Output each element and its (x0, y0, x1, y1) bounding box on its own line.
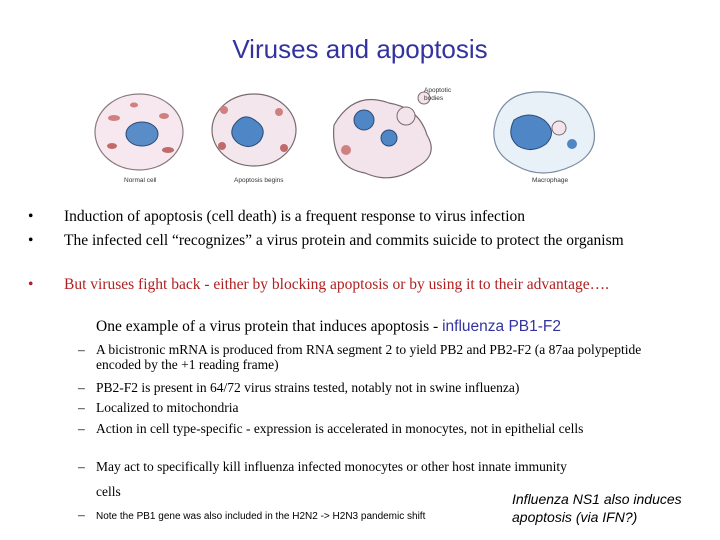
normal-cell-illustration (95, 94, 183, 170)
subpoint-text: PB2-F2 is present in 64/72 virus strains tested, notably not in swine influenza) (96, 380, 520, 395)
subpoint-marker: – (78, 459, 85, 474)
example-line (96, 318, 716, 336)
apoptotic-bodies-illustration (334, 92, 432, 178)
caption-macrophage: Macrophage (532, 177, 569, 184)
subpoint-text: A bicistronic mRNA is produced from RNA segment 2 to yield PB2 and PB2-F2 (a 87aa polypeptide encoded by the +1 reading frame) (96, 342, 642, 372)
subpoint-text: May act to specifically kill influenza infected monocytes or other host innate immunity (96, 459, 567, 474)
bullet-text: Induction of apoptosis (cell death) is a frequent response to virus infection (64, 208, 525, 225)
macrophage-illustration (494, 92, 595, 173)
apoptosis-illustration (84, 80, 644, 190)
bullet-marker: • (28, 208, 34, 225)
subpoint-marker: – (78, 342, 85, 357)
caption-apoptotic-bodies-2: bodies (424, 95, 444, 102)
subpoint-text: Action in cell type-specific - expression is accelerated in monocytes, not in epithelial cells (96, 421, 584, 436)
caption-apoptotic-bodies-1: Apoptotic (424, 87, 452, 94)
bullet-marker: • (28, 276, 34, 293)
caption-apoptosis-begins: Apoptosis begins (234, 177, 284, 184)
subpoint-marker: – (78, 400, 85, 415)
bullet-text: The infected cell “recognizes” a virus protein and commits suicide to protect the organism (64, 232, 624, 249)
example-highlight: influenza PB1-F2 (442, 318, 561, 335)
apoptosis-begins-illustration (212, 94, 296, 166)
subpoint-marker: – (78, 507, 85, 522)
example-text: One example of a virus protein that induces apoptosis - (96, 318, 443, 335)
side-note: Influenza NS1 also induces apoptosis (via IFN?) (512, 491, 682, 525)
subpoint-marker: – (78, 421, 85, 436)
subpoint-text: Localized to mitochondria (96, 400, 239, 415)
slide-title: Viruses and apoptosis (232, 34, 488, 64)
subpoint-continuation: cells (96, 484, 121, 499)
caption-normal-cell: Normal cell (124, 177, 157, 184)
subpoint-marker: – (78, 380, 85, 395)
bullet-marker: • (28, 232, 34, 249)
bullet-text: But viruses fight back - either by blocking apoptosis or by using it to their advantage…. (64, 276, 609, 293)
subpoint-note: Note the PB1 gene was also included in the H2N2 -> H2N3 pandemic shift (96, 511, 426, 522)
